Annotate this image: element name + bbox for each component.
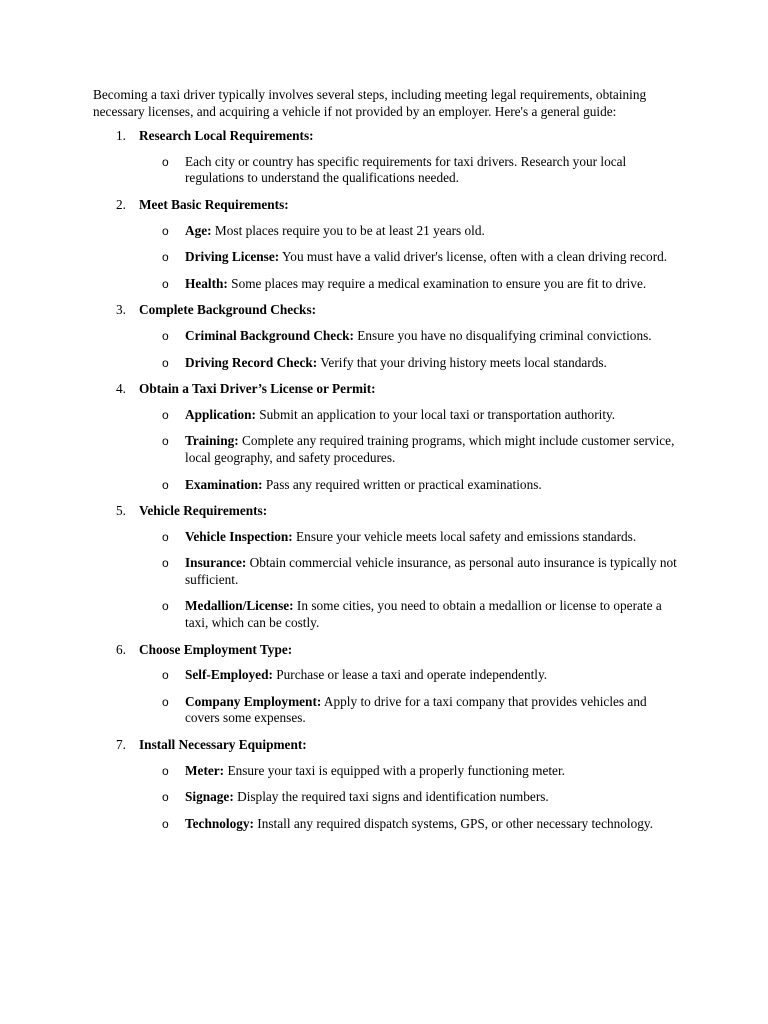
step-item: [93, 737, 683, 832]
sub-item: [139, 355, 683, 372]
step-title: Meet Basic Requirements:: [139, 196, 289, 212]
sub-item: [139, 763, 683, 780]
bullet-icon: o: [162, 763, 169, 778]
sub-item-label: Criminal Background Check:: [185, 327, 354, 343]
sub-item-label: Health:: [185, 275, 228, 291]
sub-item-label: Vehicle Inspection:: [185, 528, 293, 544]
bullet-icon: o: [162, 355, 169, 370]
step-title: Choose Employment Type:: [139, 641, 293, 657]
step-number: 1.: [116, 128, 126, 144]
sub-item: [139, 249, 683, 266]
sub-list: [139, 328, 683, 371]
step-number: 4.: [116, 381, 126, 397]
sub-list: [139, 154, 683, 187]
sub-list: [139, 529, 683, 632]
sub-item-label: Examination:: [185, 476, 263, 492]
sub-item-text: Ensure your vehicle meets local safety and emissions standards.: [292, 528, 637, 544]
document-page: [93, 87, 683, 842]
sub-item-text: Install any required dispatch systems, GPS, or other necessary technology.: [253, 815, 654, 831]
sub-item: [139, 276, 683, 293]
steps-list: [93, 128, 683, 832]
step-item: [93, 302, 683, 371]
step-number: 5.: [116, 503, 126, 519]
bullet-icon: o: [162, 434, 169, 449]
sub-item: [139, 154, 683, 187]
sub-item-text: Most places require you to be at least 21 years old.: [211, 222, 485, 238]
sub-item-text: Pass any required written or practical examinations.: [262, 476, 542, 492]
sub-item-text: In some cities, you need to obtain a medallion or license to operate a taxi, which can be costly.: [185, 598, 662, 631]
step-number: 3.: [116, 302, 126, 318]
sub-item: [139, 816, 683, 833]
bullet-icon: o: [162, 694, 169, 709]
sub-item: [139, 477, 683, 494]
intro-paragraph: Becoming a taxi driver typically involves several steps, including meeting legal requirements, obtaining necessary licenses, and acquiring a vehicle if not provided by an employer. Here's a general guide:: [93, 87, 647, 119]
sub-item-label: Self-Employed:: [185, 667, 273, 683]
step-item: [93, 642, 683, 727]
bullet-icon: o: [162, 276, 169, 291]
sub-item: [139, 667, 683, 684]
step-number: 2.: [116, 196, 126, 212]
step-item: [93, 381, 683, 493]
sub-item-text: Complete any required training programs, which might include customer service, local geography, and safety procedures.: [185, 433, 675, 465]
sub-item-label: Meter:: [185, 762, 225, 778]
sub-item-label: Application:: [185, 406, 256, 422]
sub-item-label: Training:: [185, 433, 239, 449]
bullet-icon: o: [162, 328, 169, 343]
sub-list: [139, 667, 683, 727]
sub-item-text: Each city or country has specific requirements for taxi drivers. Research your local regulations to understand the qualifications needed.: [185, 153, 627, 186]
sub-item-text: Some places may require a medical examination to ensure you are fit to drive.: [227, 275, 647, 291]
sub-item-label: Company Employment:: [185, 693, 322, 709]
step-title: Complete Background Checks:: [139, 302, 317, 318]
bullet-icon: o: [162, 529, 169, 544]
sub-item-label: Driving Record Check:: [185, 354, 318, 370]
sub-item-label: Signage:: [185, 789, 234, 805]
sub-item-text: You must have a valid driver's license, often with a clean driving record.: [279, 249, 668, 265]
sub-item: [139, 529, 683, 546]
sub-item: [139, 694, 683, 727]
bullet-icon: o: [162, 668, 169, 683]
bullet-icon: o: [162, 154, 169, 169]
step-number: 6.: [116, 641, 126, 657]
sub-item: [139, 789, 683, 806]
sub-item: [139, 407, 683, 424]
sub-item-text: Ensure your taxi is equipped with a properly functioning meter.: [224, 762, 565, 778]
sub-item: [139, 223, 683, 240]
bullet-icon: o: [162, 407, 169, 422]
step-item: [93, 128, 683, 187]
step-title: Obtain a Taxi Driver’s License or Permit:: [139, 381, 376, 397]
sub-item-text: Ensure you have no disqualifying criminal convictions.: [353, 327, 652, 343]
sub-list: [139, 763, 683, 833]
bullet-icon: o: [162, 477, 169, 492]
sub-item-text: Verify that your driving history meets local standards.: [317, 354, 607, 370]
sub-item-text: Purchase or lease a taxi and operate independently.: [272, 667, 548, 683]
sub-item-label: Insurance:: [185, 555, 247, 571]
step-number: 7.: [116, 737, 126, 753]
sub-item-label: Medallion/License:: [185, 598, 294, 614]
step-item: [93, 197, 683, 292]
step-item: [93, 503, 683, 632]
sub-list: [139, 223, 683, 293]
sub-item-text: Submit an application to your local taxi or transportation authority.: [255, 406, 616, 422]
sub-item-label: Driving License:: [185, 249, 280, 265]
step-title: Research Local Requirements:: [139, 128, 314, 144]
bullet-icon: o: [162, 790, 169, 805]
sub-item-label: Age:: [185, 222, 212, 238]
step-title: Install Necessary Equipment:: [139, 737, 307, 753]
bullet-icon: o: [162, 250, 169, 265]
sub-item: [139, 598, 683, 631]
sub-item-label: Technology:: [185, 815, 254, 831]
sub-item: [139, 328, 683, 345]
sub-item-text: Obtain commercial vehicle insurance, as personal auto insurance is typically not sufficient.: [185, 555, 677, 587]
sub-list: [139, 407, 683, 493]
bullet-icon: o: [162, 599, 169, 614]
sub-item-text: Display the required taxi signs and identification numbers.: [233, 789, 549, 805]
bullet-icon: o: [162, 816, 169, 831]
sub-item: [139, 555, 683, 588]
sub-item: [139, 433, 683, 466]
sub-item-text: Apply to drive for a taxi company that provides vehicles and covers some expenses.: [185, 693, 647, 726]
bullet-icon: o: [162, 556, 169, 571]
step-title: Vehicle Requirements:: [139, 503, 268, 519]
bullet-icon: o: [162, 223, 169, 238]
